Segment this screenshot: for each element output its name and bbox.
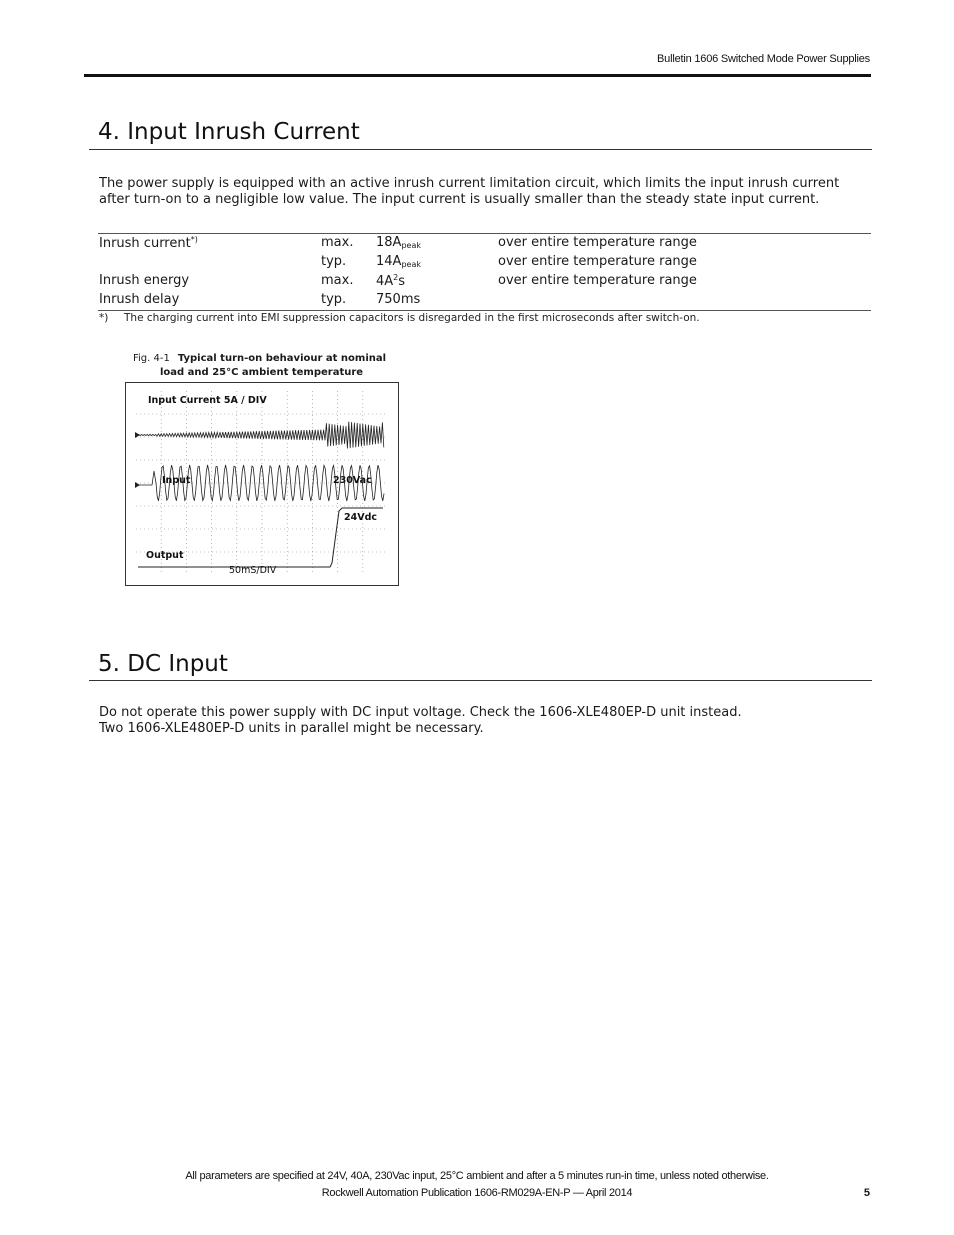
spec-condition: max. [321,235,354,250]
spec-row [99,254,871,273]
section-5-line-2: Two 1606-XLE480EP-D units in parallel might be necessary. [99,721,484,736]
label-24vdc: 24Vdc [344,512,378,523]
figure-caption-line-2: load and 25°C ambient temperature [160,367,364,378]
section-4-intro-line-1: The power supply is equipped with an active inrush current limitation circuit, which limits the input inrush current [99,176,840,191]
spec-footnote [99,312,700,324]
spec-table-bottom-rule [98,310,871,311]
page-number: 5 [863,1187,870,1199]
footnote-text: The charging current into EMI suppression capacitors is disregarded in the first microseconds after switch-on. [124,312,700,324]
spec-param: Inrush delay [99,292,180,307]
label-input-current: Input Current 5A / DIV [148,395,267,406]
label-230vac: 230Vac [333,475,372,486]
header-rule [84,74,871,77]
spec-note: over entire temperature range [498,273,697,288]
section-4-intro-line-2: after turn-on to a negligible low value. The input current is usually smaller than the steady state input current. [99,192,820,207]
label-output: Output [146,550,184,561]
oscilloscope-figure [125,382,399,586]
spec-condition: typ. [321,254,347,269]
footer-publication: Rockwell Automation Publication 1606-RM029A-EN-P — April 2014 [321,1187,633,1199]
spec-value: $4A^2s$ [376,273,406,289]
label-timebase: 50mS/DIV [229,565,277,576]
footnote-mark: *) [99,312,109,324]
spec-row [99,273,871,292]
section-4-title: 4. Input Inrush Current [98,119,360,145]
section-5-line-1: Do not operate this power supply with DC input voltage. Check the 1606-XLE480EP-D unit instead. [99,705,742,720]
running-header: Bulletin 1606 Switched Mode Power Supplies [657,53,870,65]
figure-caption [133,352,386,380]
footer-conditions: All parameters are specified at 24V, 40A, 230Vac input, 25°C ambient and after a 5 minutes run-in time, unless noted otherwise. [185,1170,769,1182]
section-5-rule [89,680,872,681]
spec-condition: typ. [321,292,347,307]
spec-note: over entire temperature range [498,254,697,269]
spec-condition: max. [321,273,354,288]
spec-value: $14A_{peak}$ [376,254,421,269]
figure-caption-line-1: Typical turn-on behaviour at nominal [177,353,387,364]
spec-param: Inrush energy [99,273,190,288]
figure-number: Fig. 4-1 [133,353,170,364]
spec-param: Inrush current*) [99,235,198,251]
spec-value: 750ms [376,292,421,307]
spec-row [99,235,871,254]
spec-row [99,292,871,311]
label-input: Input [162,475,191,486]
spec-table-top-rule [98,233,871,234]
spec-note: over entire temperature range [498,235,697,250]
section-4-rule [89,149,872,150]
spec-value: $18A_{peak}$ [376,235,421,250]
section-5-title: 5. DC Input [98,651,228,677]
